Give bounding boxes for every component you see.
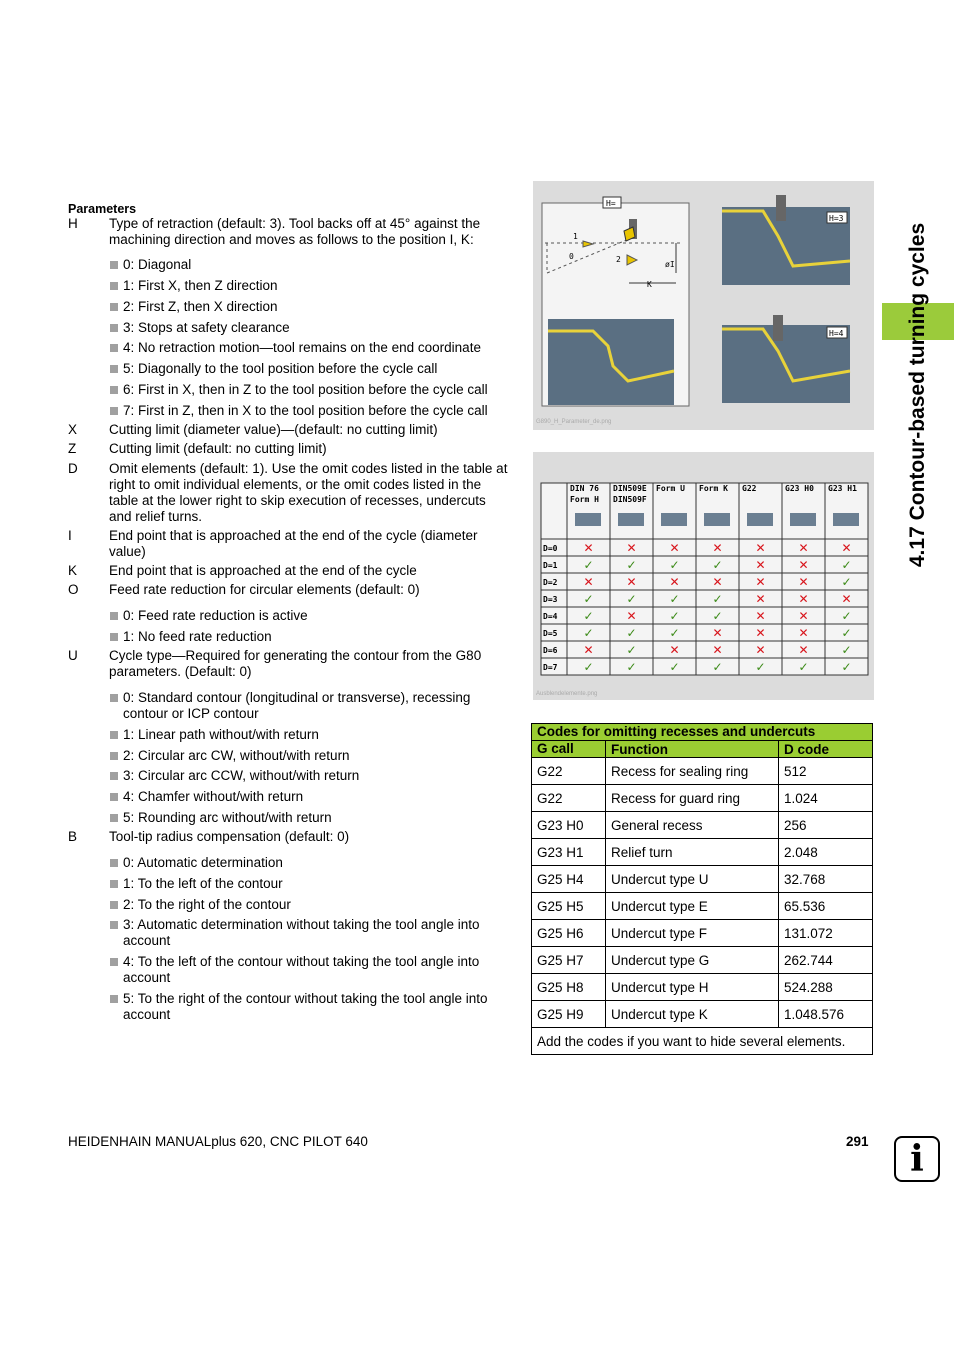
param-description: End point that is approached at the end of the cycle: [109, 563, 417, 578]
element-type-icon: [790, 513, 816, 526]
bullet-square-icon: [110, 344, 118, 352]
codes-table-title-row: [532, 724, 873, 741]
bullet-square-icon: [110, 261, 118, 269]
param-option-text: 3: Stops at safety clearance: [123, 320, 290, 335]
table-row: [532, 947, 873, 974]
g-call-cell: G25 H8: [532, 974, 606, 1001]
d-code-cell: 2.048: [779, 839, 873, 866]
omit-elements-figure: [533, 452, 874, 700]
check-mark-icon: ✓: [583, 660, 594, 674]
cross-mark-icon: ✕: [798, 558, 809, 572]
cross-mark-icon: ✕: [712, 575, 723, 589]
codes-table-title: Codes for omitting recesses and undercuts: [532, 724, 873, 741]
label-1: 1: [573, 232, 578, 241]
param-option-text: 5: Diagonally to the tool position before the cycle call: [123, 361, 438, 376]
cross-mark-icon: ✕: [798, 643, 809, 657]
table-row: [532, 920, 873, 947]
param-option-text: 5: To the right of the contour without taking the tool angle into account: [123, 991, 488, 1022]
h-eq-label: H=: [606, 199, 616, 208]
param-option-text: 1: To the left of the contour: [123, 876, 283, 891]
function-cell: Undercut type G: [606, 947, 779, 974]
param-key: Z: [68, 441, 77, 456]
function-cell: Undercut type E: [606, 893, 779, 920]
bullet-square-icon: [110, 365, 118, 373]
d-code-cell: 1.024: [779, 785, 873, 812]
param-option-text: 3: Circular arc CCW, without/with return: [123, 768, 360, 783]
param-description: Cycle type—Required for generating the contour from the G80 parameters. (Default: 0): [109, 648, 482, 679]
row-label: D=0: [543, 544, 558, 553]
param-option: [110, 876, 510, 892]
bullet-square-icon: [110, 814, 118, 822]
sidebar-title-text: 4.17 Contour-based turning cycles: [906, 222, 929, 568]
check-mark-icon: ✓: [626, 558, 637, 572]
param-option: [110, 789, 510, 805]
param-key: D: [68, 461, 78, 476]
check-mark-icon: ✓: [583, 626, 594, 640]
h3-label: H=3: [829, 214, 844, 223]
param-option: [110, 257, 510, 273]
param-option-text: 5: Rounding arc without/with return: [123, 810, 332, 825]
g-call-cell: G25 H5: [532, 893, 606, 920]
param-description: Cutting limit (diameter value)—(default: no cutting limit): [109, 422, 438, 437]
check-mark-icon: ✓: [669, 592, 680, 606]
codes-table: [531, 723, 873, 1055]
d-code-cell: 32.768: [779, 866, 873, 893]
param-key: K: [68, 563, 78, 578]
bullet-square-icon: [110, 633, 118, 641]
param-option-text: 4: To the left of the contour without taking the tool angle into account: [123, 954, 480, 985]
bullet-square-icon: [110, 386, 118, 394]
bullet-square-icon: [110, 772, 118, 780]
cross-mark-icon: ✕: [841, 541, 852, 555]
check-mark-icon: ✓: [841, 575, 852, 589]
check-mark-icon: ✓: [841, 558, 852, 572]
check-mark-icon: ✓: [669, 609, 680, 623]
element-type-icon: [661, 513, 687, 526]
param-option-text: 1: No feed rate reduction: [123, 629, 272, 644]
param-option: [110, 855, 510, 871]
omit-elements-svg: [533, 452, 874, 700]
bullet-square-icon: [110, 303, 118, 311]
column-header: DIN509F: [613, 495, 647, 504]
cross-mark-icon: ✕: [755, 626, 766, 640]
tool-holder-h4: [773, 315, 783, 341]
cross-mark-icon: ✕: [583, 541, 594, 555]
check-mark-icon: ✓: [626, 592, 637, 606]
page-number: 291: [846, 1134, 869, 1149]
param-option-text: 3: Automatic determination without taking the tool angle into account: [123, 917, 480, 948]
cross-mark-icon: ✕: [755, 592, 766, 606]
function-cell: Undercut type H: [606, 974, 779, 1001]
info-icon[interactable]: [894, 1136, 940, 1182]
row-label: D=1: [543, 561, 558, 570]
row-label: D=4: [543, 612, 558, 621]
header-g-call: G call: [532, 741, 606, 758]
codes-table-footer: Add the codes if you want to hide several elements.: [532, 1028, 873, 1055]
check-mark-icon: ✓: [583, 558, 594, 572]
retraction-figure: [533, 181, 874, 430]
label-0: 0: [569, 252, 574, 261]
check-mark-icon: ✓: [626, 626, 637, 640]
d-code-cell: 131.072: [779, 920, 873, 947]
function-cell: Undercut type F: [606, 920, 779, 947]
check-mark-icon: ✓: [583, 609, 594, 623]
check-mark-icon: ✓: [669, 660, 680, 674]
bullet-square-icon: [110, 880, 118, 888]
bullet-square-icon: [110, 921, 118, 929]
column-header: G22: [742, 484, 757, 493]
column-header: Form H: [570, 495, 599, 504]
g-call-cell: G23 H0: [532, 812, 606, 839]
table-row: [532, 812, 873, 839]
param-option: [110, 954, 510, 986]
header-d-code: D code: [779, 741, 873, 758]
d-code-cell: 512: [779, 758, 873, 785]
cross-mark-icon: ✕: [755, 558, 766, 572]
param-option: [110, 897, 510, 913]
param-option: [110, 340, 510, 356]
param-option: [110, 810, 510, 826]
bullet-square-icon: [110, 324, 118, 332]
check-mark-icon: ✓: [841, 643, 852, 657]
check-mark-icon: ✓: [798, 660, 809, 674]
param-option: [110, 361, 510, 377]
column-header: Form K: [699, 484, 728, 493]
param-key: B: [68, 829, 78, 844]
cross-mark-icon: ✕: [712, 541, 723, 555]
param-option-text: 4: No retraction motion—tool remains on the end coordinate: [123, 340, 481, 355]
check-mark-icon: ✓: [712, 609, 723, 623]
element-type-icon: [833, 513, 859, 526]
bullet-square-icon: [110, 282, 118, 290]
cross-mark-icon: ✕: [583, 575, 594, 589]
g-call-cell: G22: [532, 758, 606, 785]
check-mark-icon: ✓: [841, 609, 852, 623]
cross-mark-icon: ✕: [798, 592, 809, 606]
param-option: [110, 690, 510, 722]
cross-mark-icon: ✕: [669, 643, 680, 657]
check-mark-icon: ✓: [755, 660, 766, 674]
param-option-text: 7: First in Z, then in X to the tool position before the cycle call: [123, 403, 488, 418]
check-mark-icon: ✓: [712, 558, 723, 572]
column-header: G23 H1: [828, 484, 857, 493]
bullet-square-icon: [110, 407, 118, 415]
figure2-caption: Ausblendelemente.png: [536, 691, 598, 697]
param-option-text: 2: To the right of the contour: [123, 897, 291, 912]
function-cell: Recess for guard ring: [606, 785, 779, 812]
bullet-square-icon: [110, 731, 118, 739]
param-option: [110, 403, 510, 419]
d-code-cell: 524.288: [779, 974, 873, 1001]
table-row: [532, 974, 873, 1001]
footer-title: HEIDENHAIN MANUALplus 620, CNC PILOT 640: [68, 1134, 368, 1149]
cross-mark-icon: ✕: [798, 575, 809, 589]
codes-table-footer-row: [532, 1028, 873, 1055]
check-mark-icon: ✓: [712, 592, 723, 606]
g-call-cell: G25 H6: [532, 920, 606, 947]
param-key: X: [68, 422, 78, 437]
cross-mark-icon: ✕: [798, 541, 809, 555]
cross-mark-icon: ✕: [755, 575, 766, 589]
param-option-text: 2: Circular arc CW, without/with return: [123, 748, 350, 763]
param-description: Feed rate reduction for circular elements (default: 0): [109, 582, 420, 597]
param-option: [110, 382, 510, 398]
param-option-text: 0: Automatic determination: [123, 855, 283, 870]
param-option-text: 6: First in X, then in Z to the tool position before the cycle call: [123, 382, 488, 397]
param-description: Omit elements (default: 1). Use the omit codes listed in the table at right to omit individual elements, or the omit codes listed in the table at the lower right to skip execution of recesses, undercuts and relief turns.: [109, 461, 508, 524]
row-label: D=3: [543, 595, 558, 604]
bullet-square-icon: [110, 694, 118, 702]
info-icon-glyph: i: [910, 1138, 924, 1180]
figure1-caption: G890_H_Parameter_de.png: [536, 419, 612, 425]
cross-mark-icon: ✕: [755, 541, 766, 555]
bullet-square-icon: [110, 995, 118, 1003]
parameters-heading: Parameters: [68, 202, 137, 216]
table-row: [532, 758, 873, 785]
d-code-cell: 262.744: [779, 947, 873, 974]
cross-mark-icon: ✕: [755, 643, 766, 657]
param-option-text: 0: Feed rate reduction is active: [123, 608, 308, 623]
param-key: U: [68, 648, 78, 663]
column-header: G23 H0: [785, 484, 814, 493]
function-cell: Recess for sealing ring: [606, 758, 779, 785]
param-option: [110, 768, 510, 784]
d-code-cell: 1.048.576: [779, 1001, 873, 1028]
cross-mark-icon: ✕: [798, 609, 809, 623]
param-option: [110, 320, 510, 336]
param-option: [110, 608, 510, 624]
g-call-cell: G25 H9: [532, 1001, 606, 1028]
label-phi-i: øI: [665, 260, 675, 269]
check-mark-icon: ✓: [669, 626, 680, 640]
table-row: [532, 785, 873, 812]
retraction-figure-svg: [533, 181, 874, 430]
column-header: DIN509E: [613, 484, 647, 493]
param-description: Tool-tip radius compensation (default: 0): [109, 829, 350, 844]
cross-mark-icon: ✕: [669, 575, 680, 589]
row-label: D=2: [543, 578, 558, 587]
cross-mark-icon: ✕: [626, 541, 637, 555]
check-mark-icon: ✓: [626, 643, 637, 657]
param-description: Type of retraction (default: 3). Tool backs off at 45° against the machining direction and moves as follows to the position I, K:: [109, 216, 481, 247]
param-option-text: 2: First Z, then X direction: [123, 299, 278, 314]
param-option: [110, 748, 510, 764]
check-mark-icon: ✓: [626, 660, 637, 674]
param-option: [110, 629, 510, 645]
g-call-cell: G23 H1: [532, 839, 606, 866]
element-type-icon: [618, 513, 644, 526]
cross-mark-icon: ✕: [798, 626, 809, 640]
param-option: [110, 917, 510, 949]
param-option-text: 4: Chamfer without/with return: [123, 789, 304, 804]
bullet-square-icon: [110, 859, 118, 867]
table-row: [532, 893, 873, 920]
tool-holder-h3: [776, 195, 786, 221]
param-option: [110, 299, 510, 315]
param-option: [110, 278, 510, 294]
cross-mark-icon: ✕: [583, 643, 594, 657]
check-mark-icon: ✓: [669, 558, 680, 572]
row-label: D=6: [543, 646, 558, 655]
bullet-square-icon: [110, 793, 118, 801]
label-k: K: [647, 280, 652, 289]
param-option-text: 0: Diagonal: [123, 257, 192, 272]
param-option-text: 0: Standard contour (longitudinal or transverse), recessing contour or ICP contour: [123, 690, 471, 721]
label-2: 2: [616, 255, 621, 264]
d-code-cell: 65.536: [779, 893, 873, 920]
param-description: Cutting limit (default: no cutting limit): [109, 441, 327, 456]
d-code-cell: 256: [779, 812, 873, 839]
bullet-square-icon: [110, 901, 118, 909]
g-call-cell: G25 H7: [532, 947, 606, 974]
param-option-text: 1: First X, then Z direction: [123, 278, 278, 293]
check-mark-icon: ✓: [583, 592, 594, 606]
param-description: End point that is approached at the end of the cycle (diameter value): [109, 528, 478, 559]
table-row: [532, 839, 873, 866]
check-mark-icon: ✓: [841, 660, 852, 674]
cross-mark-icon: ✕: [626, 609, 637, 623]
cross-mark-icon: ✕: [755, 609, 766, 623]
param-option: [110, 727, 510, 743]
check-mark-icon: ✓: [841, 626, 852, 640]
cross-mark-icon: ✕: [841, 592, 852, 606]
function-cell: Undercut type K: [606, 1001, 779, 1028]
param-key: H: [68, 216, 78, 231]
param-option-text: 1: Linear path without/with return: [123, 727, 319, 742]
check-mark-icon: ✓: [712, 660, 723, 674]
function-cell: Undercut type U: [606, 866, 779, 893]
bullet-square-icon: [110, 752, 118, 760]
column-header: DIN 76: [570, 484, 599, 493]
function-cell: General recess: [606, 812, 779, 839]
cross-mark-icon: ✕: [626, 575, 637, 589]
element-type-icon: [747, 513, 773, 526]
g-call-cell: G25 H4: [532, 866, 606, 893]
codes-table-header-row: [532, 741, 873, 758]
row-label: D=5: [543, 629, 558, 638]
header-function: Function: [606, 741, 779, 758]
row-label: D=7: [543, 663, 558, 672]
bullet-square-icon: [110, 958, 118, 966]
cross-mark-icon: ✕: [712, 643, 723, 657]
g-call-cell: G22: [532, 785, 606, 812]
h4-label: H=4: [829, 329, 844, 338]
table-row: [532, 866, 873, 893]
column-header: Form U: [656, 484, 685, 493]
bullet-square-icon: [110, 612, 118, 620]
element-type-icon: [704, 513, 730, 526]
function-cell: Relief turn: [606, 839, 779, 866]
element-type-icon: [575, 513, 601, 526]
param-option: [110, 991, 510, 1023]
cross-mark-icon: ✕: [712, 626, 723, 640]
table-row: [532, 1001, 873, 1028]
param-key: I: [68, 528, 72, 543]
param-key: O: [68, 582, 79, 597]
cross-mark-icon: ✕: [669, 541, 680, 555]
